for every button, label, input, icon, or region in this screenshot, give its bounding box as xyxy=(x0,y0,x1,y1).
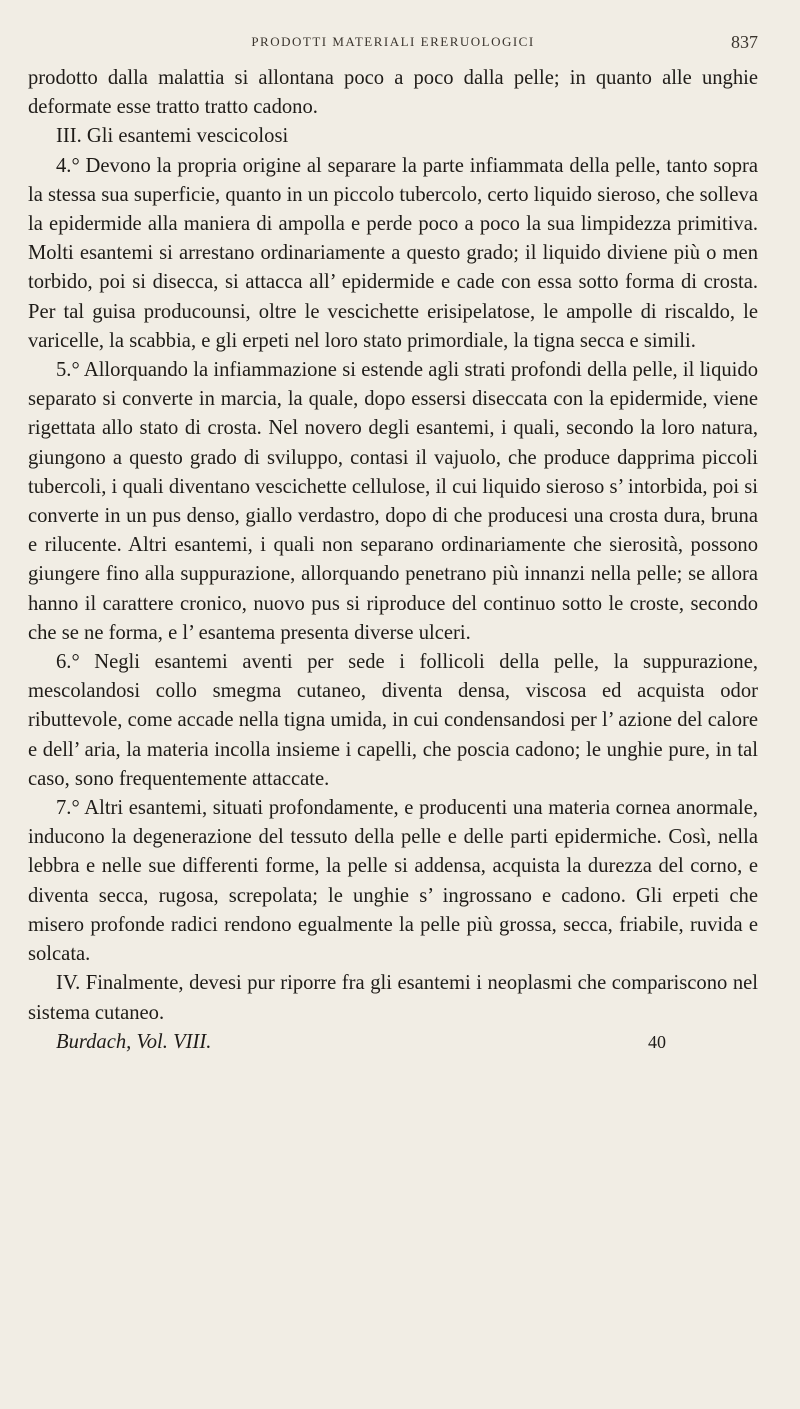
signature-mark: 40 xyxy=(648,1031,666,1052)
page-header xyxy=(28,34,758,64)
section-heading: III. Gli esantemi vescicolosi xyxy=(56,125,289,148)
section-heading: IV. Finalmente, devesi pur riporre fra gli esantemi i neoplasmi che compariscono nel sistema cutaneo. xyxy=(28,972,758,1024)
printer-signature: Burdach, Vol. VIII. xyxy=(56,1030,212,1053)
running-head: PRODOTTI MATERIALI ERERUOLOGICI xyxy=(251,34,535,49)
paragraph: prodotto dalla malattia si allontana poco a poco dalla pelle; in quanto alle unghie deformate esse tratto tratto cadono. xyxy=(28,67,758,119)
document-page xyxy=(28,34,758,1058)
paragraph: 7.° Altri esantemi, situati profondamente, e producenti una materia cornea anormale, inducono la degenerazione del tessuto della pelle e delle parti epidermiche. Così, nella lebbra e nelle sue differenti forme, la pelle si addensa, acquista la durezza del corno, e diventa secca, rugosa, screpolata; le unghie s’ ingrossano e cadono. Gli erpeti che misero profonde radici rendono egualmente la pelle più grossa, secca, friabile, ruvida e solcata. xyxy=(28,797,758,966)
page-number: 837 xyxy=(731,32,758,52)
paragraph: 4.° Devono la propria origine al separare la parte infiammata della pelle, tanto sopra la stessa sua superficie, quanto in un piccolo tubercolo, certo liquido sieroso, che solleva la epidermide alla maniera di ampolla e perde poco a poco la sua limpidezza primitiva. Molti esantemi si arrestano ordinariamente a questo grado; il liquido diviene più o men torbido, poi si disecca, si attacca all’ epidermide e cade con essa sotto forma di crosta. Per tal guisa producounsi, oltre le vescichette erisipelatose, le ampolle di riscaldo, le varicelle, la scabbia, e gli erpeti nel loro stato primordiale, la tigna secca e simili. xyxy=(28,154,758,352)
page-footer xyxy=(28,1028,758,1058)
paragraph: 5.° Allorquando la infiammazione si estende agli strati profondi della pelle, il liquido separato si converte in marcia, la quale, dopo essersi diseccata con la epidermide, viene rigettata allo stato di crosta. Nel novero degli esantemi, i quali, secondo la loro natura, giungono a questo grado di sviluppo, contasi il vajuolo, che produce dapprima piccoli tubercoli, i quali diventano vescichette cellulose, il cui liquido sieroso s’ intorbida, poi si converte in un pus denso, giallo verdastro, dopo di che producesi una crosta dura, bruna e rilucente. Altri esantemi, i quali non separano ordinariamente che sierosità, possono giungere fino alla suppurazione, allorquando penetrano più innanzi nella pelle; se allora hanno il carattere cronico, nuovo pus si riproduce del continuo sotto le croste, secondo che se ne forma, e l’ esantema presenta diverse ulceri. xyxy=(28,359,758,644)
paragraph: 6.° Negli esantemi aventi per sede i follicoli della pelle, la suppurazione, mescolandosi collo smegma cutaneo, diventa densa, viscosa ed acquista odor ributtevole, come accade nella tigna umida, in cui condensandosi per l’ azione del calore e dell’ aria, la materia incolla insieme i capelli, che poscia cadono; le unghie pure, in tal caso, sono frequentemente attaccate. xyxy=(28,651,758,790)
body-text xyxy=(28,64,758,1028)
